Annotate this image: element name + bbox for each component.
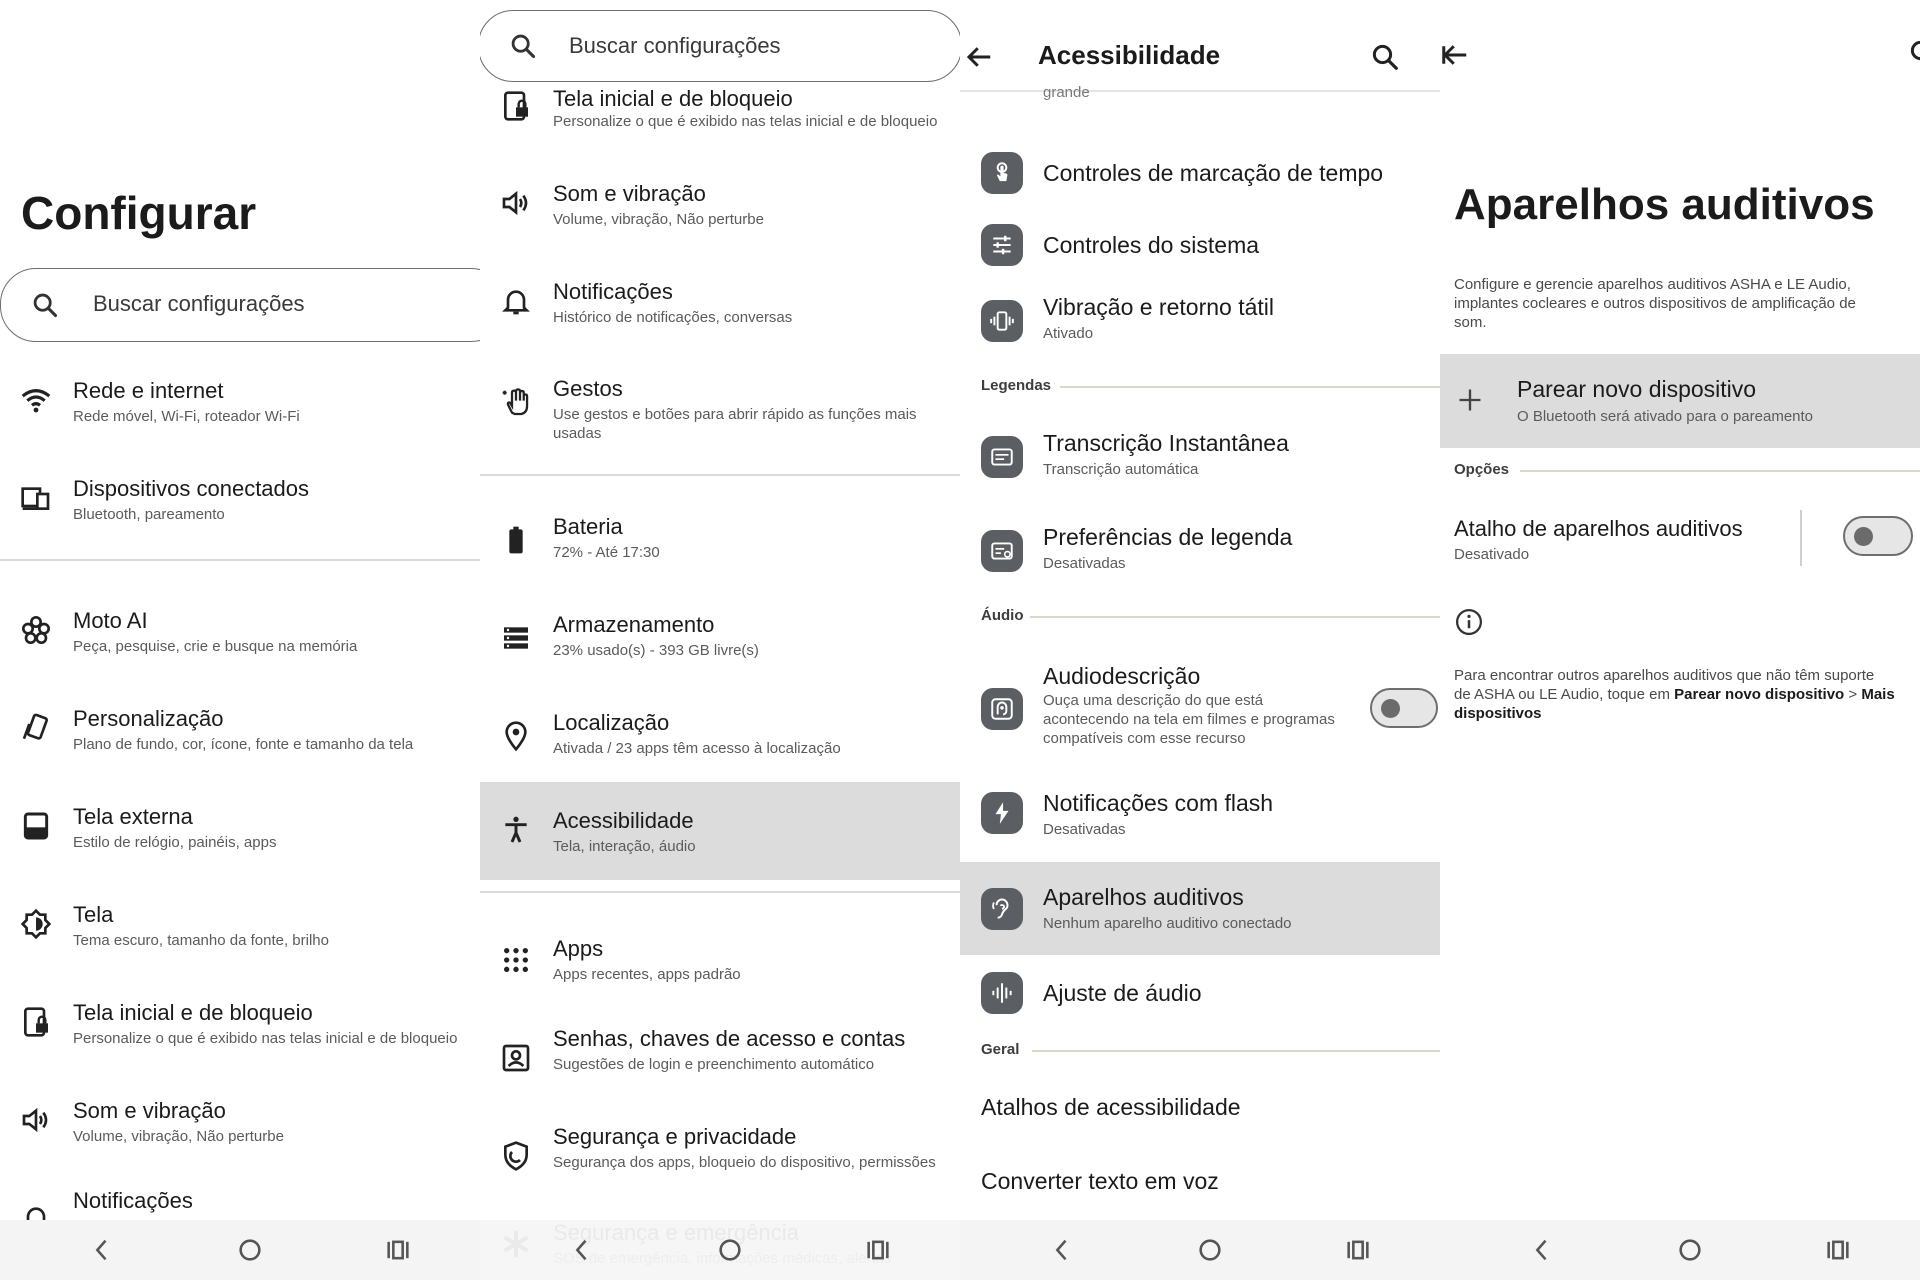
app-bar-divider [960,90,1440,92]
footer-text: > [1844,686,1862,703]
search-icon[interactable] [1908,38,1920,68]
item-title: Notificações [73,1188,193,1213]
home-nav-icon[interactable] [1196,1236,1224,1264]
settings-item-accessibility[interactable] [480,782,960,880]
item-title: Notificações [553,279,673,304]
item-subtitle: O Bluetooth será ativado para o pareamento [1517,408,1814,425]
home-nav-icon[interactable] [716,1236,744,1264]
item-title: Rede e internet [73,378,224,403]
item-subtitle: Apps recentes, apps padrão [553,966,741,983]
item-title: Apps [553,936,604,961]
vibration-icon [981,300,1023,342]
apps-grid-icon [500,944,532,976]
nav-bar [960,1220,1440,1280]
item-title: Tela inicial e de bloqueio [73,1000,313,1025]
home-nav-icon[interactable] [236,1236,264,1264]
description-text: Configure e gerencie aparelhos auditivos ASHA e LE Audio, [1454,276,1851,293]
item-subtitle: acontecendo na tela em filmes e programas [1043,711,1335,728]
item-title: Bateria [553,514,623,539]
battery-icon [500,524,532,556]
item-subtitle: Tema escuro, tamanho da fonte, brilho [73,932,329,949]
settings-item-gestures[interactable] [480,358,960,464]
caption-settings-icon [981,530,1023,572]
hearing-aid-shortcut-setting[interactable] [1440,500,1920,580]
wifi-icon [20,384,52,416]
flash-icon [981,792,1023,834]
item-title: Acessibilidade [553,808,694,833]
section-header-options: Opções [1454,461,1510,478]
search-placeholder: Buscar configurações [93,291,305,316]
item-subtitle: compatíveis com esse recurso [1043,730,1246,747]
page-title: Aparelhos auditivos [1454,180,1875,229]
item-title: Segurança e privacidade [553,1124,797,1149]
back-arrow-icon[interactable] [1440,40,1470,70]
item-title: Controles do sistema [1043,232,1260,258]
item-subtitle: Peça, pesquise, crie e busque na memória [73,638,358,655]
section-header-captions: Legendas [981,377,1052,394]
setting-caption-preferences[interactable] [960,514,1440,590]
footer-text: de ASHA ou LE Audio, toque em [1454,686,1675,703]
nav-bar [0,1220,480,1280]
item-subtitle: Rede móvel, Wi-Fi, roteador Wi-Fi [73,408,300,425]
recents-nav-icon[interactable] [1344,1236,1372,1264]
item-subtitle: Volume, vibração, Não perturbe [73,1128,284,1145]
item-title: Atalho de aparelhos auditivos [1454,516,1743,541]
footer-line: Para encontrar outros aparelhos auditivos que não têm suporte [1454,667,1875,684]
item-subtitle: Ativado [1043,325,1094,342]
connected-devices-icon [20,482,52,514]
audio-waveform-icon [981,972,1023,1014]
account-box-icon [500,1042,532,1074]
item-title: Tela [73,902,114,927]
item-title: Parear novo dispositivo [1517,376,1757,402]
item-title: Controles de marcação de tempo [1043,160,1384,186]
setting-flash-notifications[interactable] [960,776,1440,852]
settings-scrolled-panel [480,0,960,1280]
home-nav-icon[interactable] [1676,1236,1704,1264]
search-bar[interactable] [480,10,960,82]
item-subtitle: Histórico de notificações, conversas [553,309,793,326]
hearing-aid-icon [981,888,1023,930]
item-title: Armazenamento [553,612,715,637]
item-subtitle: 23% usado(s) - 393 GB livre(s) [553,642,759,659]
hearing-aids-panel [1440,0,1920,1280]
touch-timing-icon [981,152,1023,194]
item-title: Dispositivos conectados [73,476,310,501]
settings-item-sound[interactable] [480,163,960,249]
settings-home-panel [0,0,480,1280]
description-text: som. [1454,314,1487,331]
item-subtitle: 72% - Até 17:30 [553,544,660,561]
item-subtitle: Desativadas [1043,555,1126,572]
setting-audio-adjustment[interactable] [960,960,1440,1026]
item-title: Audiodescrição [1043,663,1201,689]
section-line [1520,470,1920,472]
settings-item-lock-screen[interactable] [480,80,960,150]
item-subtitle: Segurança dos apps, bloqueio do dispositivo, permissões [553,1154,936,1171]
setting-vibration-haptics[interactable] [960,284,1440,360]
plus-icon [1456,386,1484,414]
more-devices-link-cont[interactable]: dispositivos [1454,705,1542,722]
item-title: Som e vibração [553,181,706,206]
recents-nav-icon[interactable] [864,1236,892,1264]
accessibility-icon [500,814,532,846]
audio-description-toggle[interactable] [1370,688,1438,728]
back-arrow-icon[interactable] [964,42,994,72]
item-title: Moto AI [73,608,148,633]
lock-screen-icon [20,1006,52,1038]
back-nav-icon[interactable] [1528,1236,1556,1264]
setting-hearing-aids[interactable] [960,862,1440,955]
back-nav-icon[interactable] [1048,1236,1076,1264]
settings-item-storage[interactable] [480,598,960,684]
page-title: Acessibilidade [1038,40,1221,70]
settings-item-personalization[interactable] [0,688,480,778]
settings-item-security-privacy[interactable] [480,1116,960,1202]
settings-item-lock-screen[interactable] [0,982,480,1072]
item-title: Senhas, chaves de acesso e contas [553,1026,906,1051]
speaker-icon [20,1104,52,1136]
settings-item-network[interactable] [0,360,480,450]
setting-audio-description[interactable] [960,655,1440,765]
settings-item-connected-devices[interactable] [0,458,480,548]
item-title: Som e vibração [73,1098,226,1123]
item-subtitle: Desativado [1454,546,1530,563]
back-nav-icon[interactable] [568,1236,596,1264]
toggle-knob [1854,527,1873,546]
section-line [1032,1050,1440,1052]
section-divider [480,474,960,476]
item-subtitle: Transcrição automática [1043,461,1199,478]
item-title: Gestos [553,376,623,401]
search-bar[interactable] [0,268,480,342]
search-icon [509,32,537,60]
item-subtitle: Estilo de relógio, painéis, apps [73,834,277,851]
settings-item-location[interactable] [480,696,960,782]
display-brightness-icon [20,908,52,940]
accessibility-shortcuts-item[interactable]: Atalhos de acessibilidade [981,1094,1241,1120]
pair-new-device-link[interactable]: Parear novo dispositivo [1674,686,1845,703]
toggle-knob [1381,699,1400,718]
item-subtitle: Plano de fundo, cor, ícone, fonte e tamanho da tela [73,736,414,753]
section-divider [480,891,960,893]
accessibility-panel [960,0,1440,1280]
shield-icon [500,1140,532,1172]
setting-live-caption[interactable] [960,420,1440,496]
live-caption-icon [981,436,1023,478]
personalization-icon [20,712,52,744]
audio-description-icon [981,688,1023,730]
item-title: Personalização [73,706,224,731]
info-icon [1454,607,1484,637]
more-devices-link[interactable]: Mais [1861,686,1895,703]
item-subtitle: Volume, vibração, Não perturbe [553,211,764,228]
settings-item-sound[interactable] [0,1080,480,1170]
vertical-divider [1800,510,1802,566]
sliders-icon [981,224,1023,266]
item-title: Localização [553,710,670,735]
footer-info-text [1454,666,1914,723]
item-subtitle: Sugestões de login e preenchimento automático [553,1056,875,1073]
bell-icon [500,285,532,317]
gesture-hand-icon [500,386,532,418]
item-subtitle: Ouça uma descrição do que está [1043,692,1264,709]
item-title: Tela externa [73,804,193,829]
section-header-audio: Áudio [981,607,1024,624]
item-title: Transcrição Instantânea [1043,430,1289,456]
speaker-icon [500,187,532,219]
item-subtitle: Use gestos e botões para abrir rápido as funções mais [553,406,917,423]
settings-item-passwords-accounts[interactable] [480,1018,960,1104]
search-icon[interactable] [1370,42,1400,72]
item-title: Vibração e retorno tátil [1043,294,1274,320]
settings-item-notifications[interactable] [480,261,960,347]
section-line [1060,386,1440,388]
search-placeholder: Buscar configurações [569,33,781,58]
item-title: Ajuste de áudio [1043,980,1202,1006]
item-title: Tela inicial e de bloqueio [553,86,793,111]
location-pin-icon [500,720,532,752]
item-title: Aparelhos auditivos [1043,884,1244,910]
nav-bar [480,1220,960,1280]
settings-item-display[interactable] [0,884,480,974]
external-display-icon [20,810,52,842]
moto-ai-icon [20,614,52,646]
settings-item-apps[interactable] [480,920,960,1006]
item-title: Notificações com flash [1043,790,1274,816]
pair-new-device-button[interactable] [1440,354,1920,448]
item-subtitle: Desativadas [1043,821,1126,838]
item-subtitle: Ativada / 23 apps têm acesso à localização [553,740,841,757]
setting-system-controls[interactable] [960,212,1440,278]
cut-off-text: grande [1043,84,1090,101]
hearing-aid-shortcut-toggle[interactable] [1843,516,1913,556]
item-subtitle: usadas [553,425,602,442]
search-icon [31,291,59,319]
item-subtitle: Personalize o que é exibido nas telas inicial e de bloqueio [553,113,938,130]
item-subtitle: Bluetooth, pareamento [73,506,225,523]
item-subtitle: Nenhum aparelho auditivo conectado [1043,915,1292,932]
settings-item-external-display[interactable] [0,786,480,876]
recents-nav-icon[interactable] [1824,1236,1852,1264]
section-header-general: Geral [981,1041,1020,1058]
nav-bar [1440,1220,1920,1280]
setting-timing-controls[interactable] [960,140,1440,206]
item-title: Preferências de legenda [1043,524,1293,550]
storage-icon [500,622,532,654]
settings-item-battery[interactable] [480,500,960,586]
item-subtitle: Personalize o que é exibido nas telas inicial e de bloqueio [73,1030,458,1047]
page-title: Configurar [21,187,257,239]
section-line [1030,616,1440,618]
back-nav-icon[interactable] [88,1236,116,1264]
item-subtitle: Tela, interação, áudio [553,838,696,855]
section-divider [0,559,480,561]
recents-nav-icon[interactable] [384,1236,412,1264]
description-text: implantes cocleares e outros dispositivos de amplificação de [1454,295,1856,312]
text-to-speech-item[interactable]: Converter texto em voz [981,1168,1219,1194]
settings-item-moto-ai[interactable] [0,590,480,680]
lock-screen-icon [500,90,532,122]
